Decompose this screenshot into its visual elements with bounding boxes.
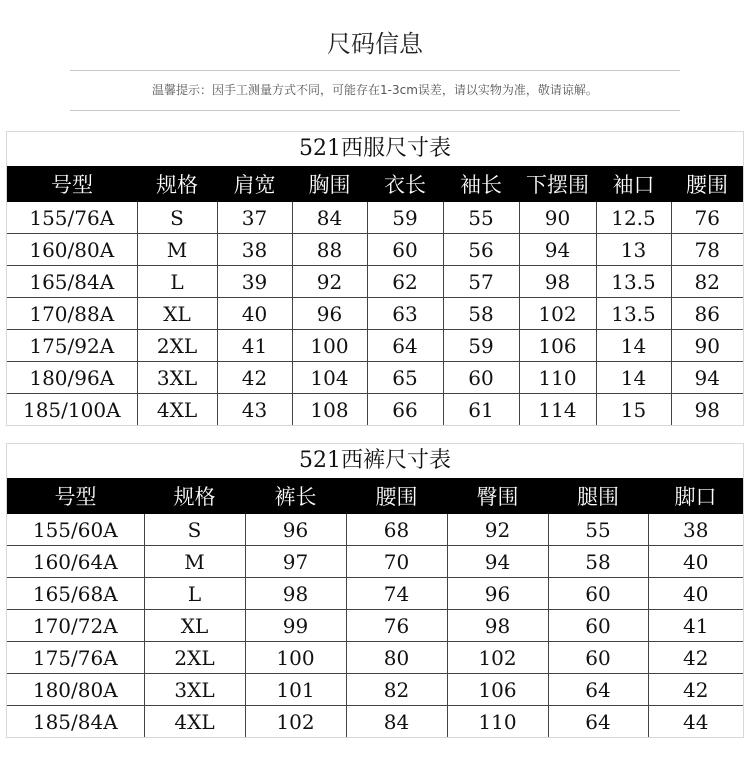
suit-table-caption: 521西服尺寸表 — [299, 136, 451, 161]
table-cell: 82 — [671, 266, 743, 298]
table-cell: 63 — [367, 298, 443, 330]
table-cell: 98 — [447, 610, 548, 642]
table-row — [7, 362, 743, 394]
table-cell: 80 — [346, 642, 447, 674]
column-header: 肩宽 — [217, 166, 292, 202]
table-cell: 94 — [671, 362, 743, 394]
table-cell: 41 — [217, 330, 292, 362]
table-row — [7, 266, 743, 298]
table-row — [7, 578, 743, 610]
table-cell: 106 — [447, 674, 548, 706]
table-cell: 90 — [671, 330, 743, 362]
table-cell: 4XL — [144, 706, 245, 738]
table-cell: 58 — [443, 298, 519, 330]
table-cell: 59 — [443, 330, 519, 362]
table-cell: XL — [144, 610, 245, 642]
table-cell: 94 — [519, 234, 596, 266]
pants-table-grid — [7, 478, 743, 737]
table-cell: 180/80A — [7, 674, 144, 706]
table-cell: 114 — [519, 394, 596, 426]
table-cell: 175/92A — [7, 330, 137, 362]
pants-table-caption: 521西裤尺寸表 — [299, 448, 451, 473]
table-cell: 65 — [367, 362, 443, 394]
table-row — [7, 298, 743, 330]
table-cell: S — [144, 514, 245, 546]
table-cell: 60 — [548, 578, 648, 610]
column-header: 裤长 — [245, 478, 346, 514]
table-cell: 108 — [292, 394, 367, 426]
table-cell: 44 — [648, 706, 743, 738]
column-header: 胸围 — [292, 166, 367, 202]
table-cell: 55 — [443, 202, 519, 234]
table-cell: 61 — [443, 394, 519, 426]
table-row — [7, 514, 743, 546]
table-cell: 4XL — [137, 394, 217, 426]
column-header: 臀围 — [447, 478, 548, 514]
table-cell: M — [137, 234, 217, 266]
pants-table-body — [7, 514, 743, 737]
page-title: 尺码信息 — [327, 30, 423, 58]
table-cell: 92 — [292, 266, 367, 298]
table-cell: M — [144, 546, 245, 578]
table-cell: 78 — [671, 234, 743, 266]
table-cell: 96 — [292, 298, 367, 330]
table-cell: 180/96A — [7, 362, 137, 394]
table-cell: 90 — [519, 202, 596, 234]
table-cell: 15 — [596, 394, 671, 426]
table-cell: 60 — [548, 642, 648, 674]
table-cell: 13 — [596, 234, 671, 266]
table-cell: 160/80A — [7, 234, 137, 266]
table-cell: 55 — [548, 514, 648, 546]
table-cell: 98 — [519, 266, 596, 298]
table-cell: 40 — [648, 546, 743, 578]
table-cell: 66 — [367, 394, 443, 426]
table-cell: 14 — [596, 330, 671, 362]
column-header: 脚口 — [648, 478, 743, 514]
table-cell: 96 — [447, 578, 548, 610]
table-row — [7, 202, 743, 234]
table-cell: 59 — [367, 202, 443, 234]
table-cell: 13.5 — [596, 266, 671, 298]
pants-table-header-row — [7, 478, 743, 514]
table-cell: 64 — [548, 706, 648, 738]
table-cell: 102 — [245, 706, 346, 738]
table-row — [7, 546, 743, 578]
note-divider — [70, 110, 680, 111]
table-cell: 84 — [292, 202, 367, 234]
table-cell: S — [137, 202, 217, 234]
table-cell: 101 — [245, 674, 346, 706]
column-header: 袖口 — [596, 166, 671, 202]
table-cell: 56 — [443, 234, 519, 266]
table-cell: 76 — [346, 610, 447, 642]
table-cell: 42 — [217, 362, 292, 394]
table-row — [7, 234, 743, 266]
table-cell: 74 — [346, 578, 447, 610]
table-cell: 3XL — [144, 674, 245, 706]
table-cell: 170/88A — [7, 298, 137, 330]
column-header: 号型 — [7, 166, 137, 202]
table-cell: 104 — [292, 362, 367, 394]
table-cell: 82 — [346, 674, 447, 706]
column-header: 规格 — [137, 166, 217, 202]
column-header: 规格 — [144, 478, 245, 514]
table-cell: 37 — [217, 202, 292, 234]
table-cell: 99 — [245, 610, 346, 642]
table-cell: 68 — [346, 514, 447, 546]
table-cell: 42 — [648, 642, 743, 674]
table-cell: 110 — [447, 706, 548, 738]
table-cell: 170/72A — [7, 610, 144, 642]
table-cell: 96 — [245, 514, 346, 546]
table-cell: 60 — [443, 362, 519, 394]
table-cell: 76 — [671, 202, 743, 234]
table-cell: 13.5 — [596, 298, 671, 330]
table-cell: 155/76A — [7, 202, 137, 234]
table-cell: 41 — [648, 610, 743, 642]
table-cell: 62 — [367, 266, 443, 298]
table-row — [7, 330, 743, 362]
suit-table-header-row — [7, 166, 743, 202]
column-header: 袖长 — [443, 166, 519, 202]
table-cell: 38 — [217, 234, 292, 266]
pants-size-table — [6, 443, 744, 738]
table-row — [7, 610, 743, 642]
table-cell: 84 — [346, 706, 447, 738]
table-cell: 43 — [217, 394, 292, 426]
table-cell: 64 — [548, 674, 648, 706]
table-cell: 155/60A — [7, 514, 144, 546]
table-row — [7, 706, 743, 738]
table-cell: 57 — [443, 266, 519, 298]
table-cell: 70 — [346, 546, 447, 578]
table-cell: 97 — [245, 546, 346, 578]
table-cell: 42 — [648, 674, 743, 706]
top-divider — [70, 70, 680, 71]
table-cell: 175/76A — [7, 642, 144, 674]
table-cell: 98 — [671, 394, 743, 426]
table-cell: 64 — [367, 330, 443, 362]
table-cell: 58 — [548, 546, 648, 578]
table-row — [7, 674, 743, 706]
table-cell: 39 — [217, 266, 292, 298]
table-cell: XL — [137, 298, 217, 330]
column-header: 腰围 — [671, 166, 743, 202]
suit-table-body — [7, 202, 743, 425]
table-cell: 88 — [292, 234, 367, 266]
table-cell: 102 — [447, 642, 548, 674]
column-header: 腿围 — [548, 478, 648, 514]
measurement-note: 温馨提示：因手工测量方式不同，可能存在1-3cm误差，请以实物为准，敬请谅解。 — [152, 83, 598, 97]
table-cell: 185/84A — [7, 706, 144, 738]
table-cell: 40 — [648, 578, 743, 610]
table-cell: 60 — [367, 234, 443, 266]
table-cell: 86 — [671, 298, 743, 330]
table-cell: 40 — [217, 298, 292, 330]
table-cell: 60 — [548, 610, 648, 642]
table-cell: 110 — [519, 362, 596, 394]
column-header: 号型 — [7, 478, 144, 514]
table-cell: 14 — [596, 362, 671, 394]
suit-table-grid — [7, 166, 743, 425]
table-cell: L — [137, 266, 217, 298]
table-cell: L — [144, 578, 245, 610]
column-header: 衣长 — [367, 166, 443, 202]
table-row — [7, 394, 743, 426]
table-cell: 106 — [519, 330, 596, 362]
table-cell: 102 — [519, 298, 596, 330]
table-cell: 12.5 — [596, 202, 671, 234]
table-cell: 165/68A — [7, 578, 144, 610]
table-cell: 98 — [245, 578, 346, 610]
table-cell: 185/100A — [7, 394, 137, 426]
table-cell: 94 — [447, 546, 548, 578]
table-row — [7, 642, 743, 674]
table-cell: 92 — [447, 514, 548, 546]
suit-size-table — [6, 131, 744, 426]
table-cell: 100 — [292, 330, 367, 362]
column-header: 腰围 — [346, 478, 447, 514]
table-cell: 2XL — [137, 330, 217, 362]
table-cell: 3XL — [137, 362, 217, 394]
table-cell: 100 — [245, 642, 346, 674]
table-cell: 160/64A — [7, 546, 144, 578]
table-cell: 38 — [648, 514, 743, 546]
table-cell: 2XL — [144, 642, 245, 674]
table-cell: 165/84A — [7, 266, 137, 298]
column-header: 下摆围 — [519, 166, 596, 202]
